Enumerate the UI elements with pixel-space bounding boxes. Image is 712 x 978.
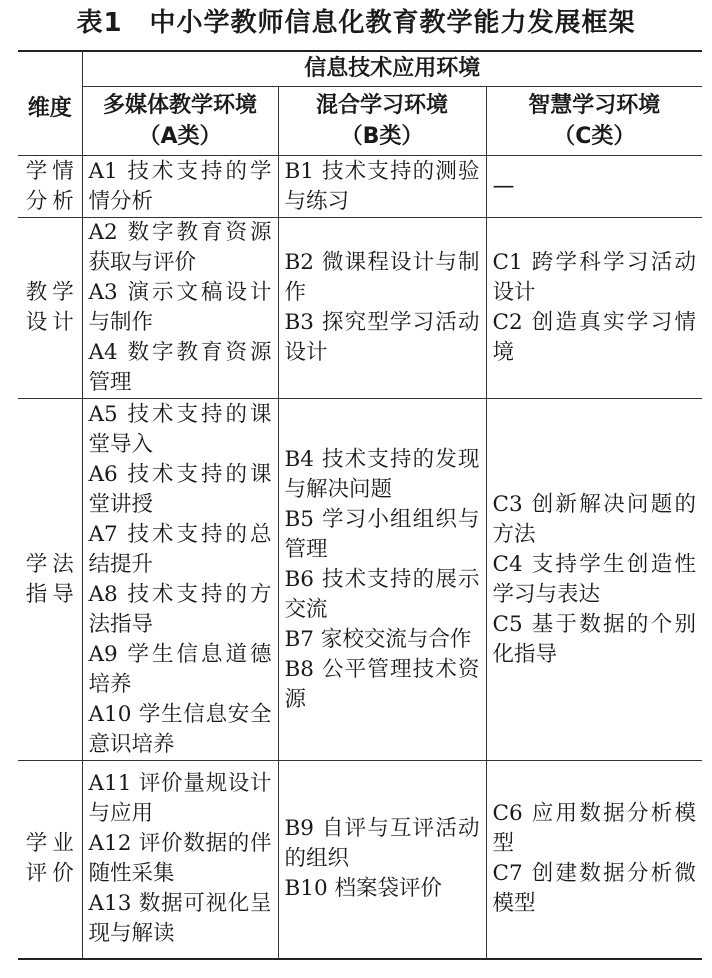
competency-item: C1 跨学科学习活动设计: [492, 250, 697, 305]
cell-a: [82, 218, 278, 399]
competency-item: A2 数字教育资源获取与评价: [88, 220, 272, 275]
cell-b: [278, 156, 486, 218]
competency-item: B3 探究型学习活动设计: [284, 310, 480, 365]
dimension-text: 学情: [25, 158, 79, 184]
competency-item: B9 自评与互评活动的组织: [284, 816, 480, 872]
competency-item: C4 支持学生创造性学习与表达: [492, 551, 697, 607]
cell-a: [82, 399, 278, 761]
dimension-text: 分析: [25, 188, 79, 214]
competency-item: C3 创新解决问题的方法: [492, 491, 697, 547]
competency-item: B4 技术支持的发现与解决问题: [284, 446, 480, 502]
competency-item: A11 评价量规设计与应用: [88, 771, 272, 827]
framework-table: [18, 50, 702, 960]
col-a-header: [82, 87, 278, 156]
competency-item: B10 档案袋评价: [284, 876, 442, 902]
cell-c: [486, 156, 702, 218]
cell-c: [486, 399, 702, 761]
col-c-title: 智慧学习环境: [528, 93, 661, 118]
competency-item: C5 基于数据的个别化指导: [492, 611, 697, 667]
competency-item: C6 应用数据分析模型: [492, 801, 697, 857]
dimension-text: 教学: [25, 280, 79, 305]
col-b-header: [278, 87, 486, 156]
row-dimension: [18, 761, 82, 959]
cell-c: [486, 218, 702, 399]
dimension-text: 指导: [25, 581, 79, 607]
competency-item: A10 学生信息安全意识培养: [88, 701, 272, 757]
col-c-subtitle: （C类）: [553, 124, 636, 149]
dimension-text: 评价: [25, 861, 79, 887]
cell-c: [486, 761, 702, 959]
col-c-header: [486, 87, 702, 156]
table-row: [18, 156, 702, 218]
competency-item: —: [492, 173, 515, 199]
competency-item: A5 技术支持的课堂导入: [88, 401, 272, 457]
competency-item: C2 创造真实学习情境: [492, 310, 697, 365]
competency-item: B5 学习小组组织与管理: [284, 506, 480, 562]
competency-item: B6 技术支持的展示交流: [284, 566, 480, 622]
environment-header: 信息技术应用环境: [82, 51, 702, 87]
competency-item: A4 数字教育资源管理: [88, 340, 272, 395]
competency-item: A6 技术支持的课堂讲授: [88, 461, 272, 517]
table-row: [18, 761, 702, 959]
dimension-text: 学法: [25, 551, 79, 577]
table-row: [18, 218, 702, 399]
cell-b: [278, 761, 486, 959]
competency-item: A13 数据可视化呈现与解读: [88, 891, 272, 947]
competency-item: B2 微课程设计与制作: [284, 250, 480, 305]
competency-item: A9 学生信息道德培养: [88, 641, 272, 697]
competency-item: B8 公平管理技术资源: [284, 656, 480, 712]
competency-item: C7 创建数据分析微模型: [492, 861, 697, 917]
table-caption: 表1 中小学教师信息化教育教学能力发展框架: [76, 8, 636, 38]
competency-item: A12 评价数据的伴随性采集: [88, 831, 272, 887]
competency-item: B1 技术支持的测验与练习: [284, 158, 480, 214]
dimension-header: 维度: [18, 51, 82, 156]
cell-b: [278, 399, 486, 761]
cell-a: [82, 761, 278, 959]
col-b-title: 混合学习环境: [315, 93, 448, 118]
table-row: [18, 399, 702, 761]
col-a-title: 多媒体教学环境: [102, 93, 257, 118]
dimension-text: 学业: [25, 831, 79, 857]
competency-item: A1 技术支持的学情分析: [88, 158, 272, 214]
competency-item: A7 技术支持的总结提升: [88, 521, 272, 577]
competency-item: B7 家校交流与合作: [284, 626, 472, 652]
competency-item: A3 演示文稿设计与制作: [88, 280, 272, 335]
cell-a: [82, 156, 278, 218]
row-dimension: [18, 399, 82, 761]
col-b-subtitle: （B类）: [340, 124, 424, 149]
col-a-subtitle: （A类）: [138, 124, 222, 149]
cell-b: [278, 218, 486, 399]
competency-item: A8 技术支持的方法指导: [88, 581, 272, 637]
row-dimension: [18, 218, 82, 399]
row-dimension: [18, 156, 82, 218]
dimension-text: 设计: [25, 310, 79, 335]
